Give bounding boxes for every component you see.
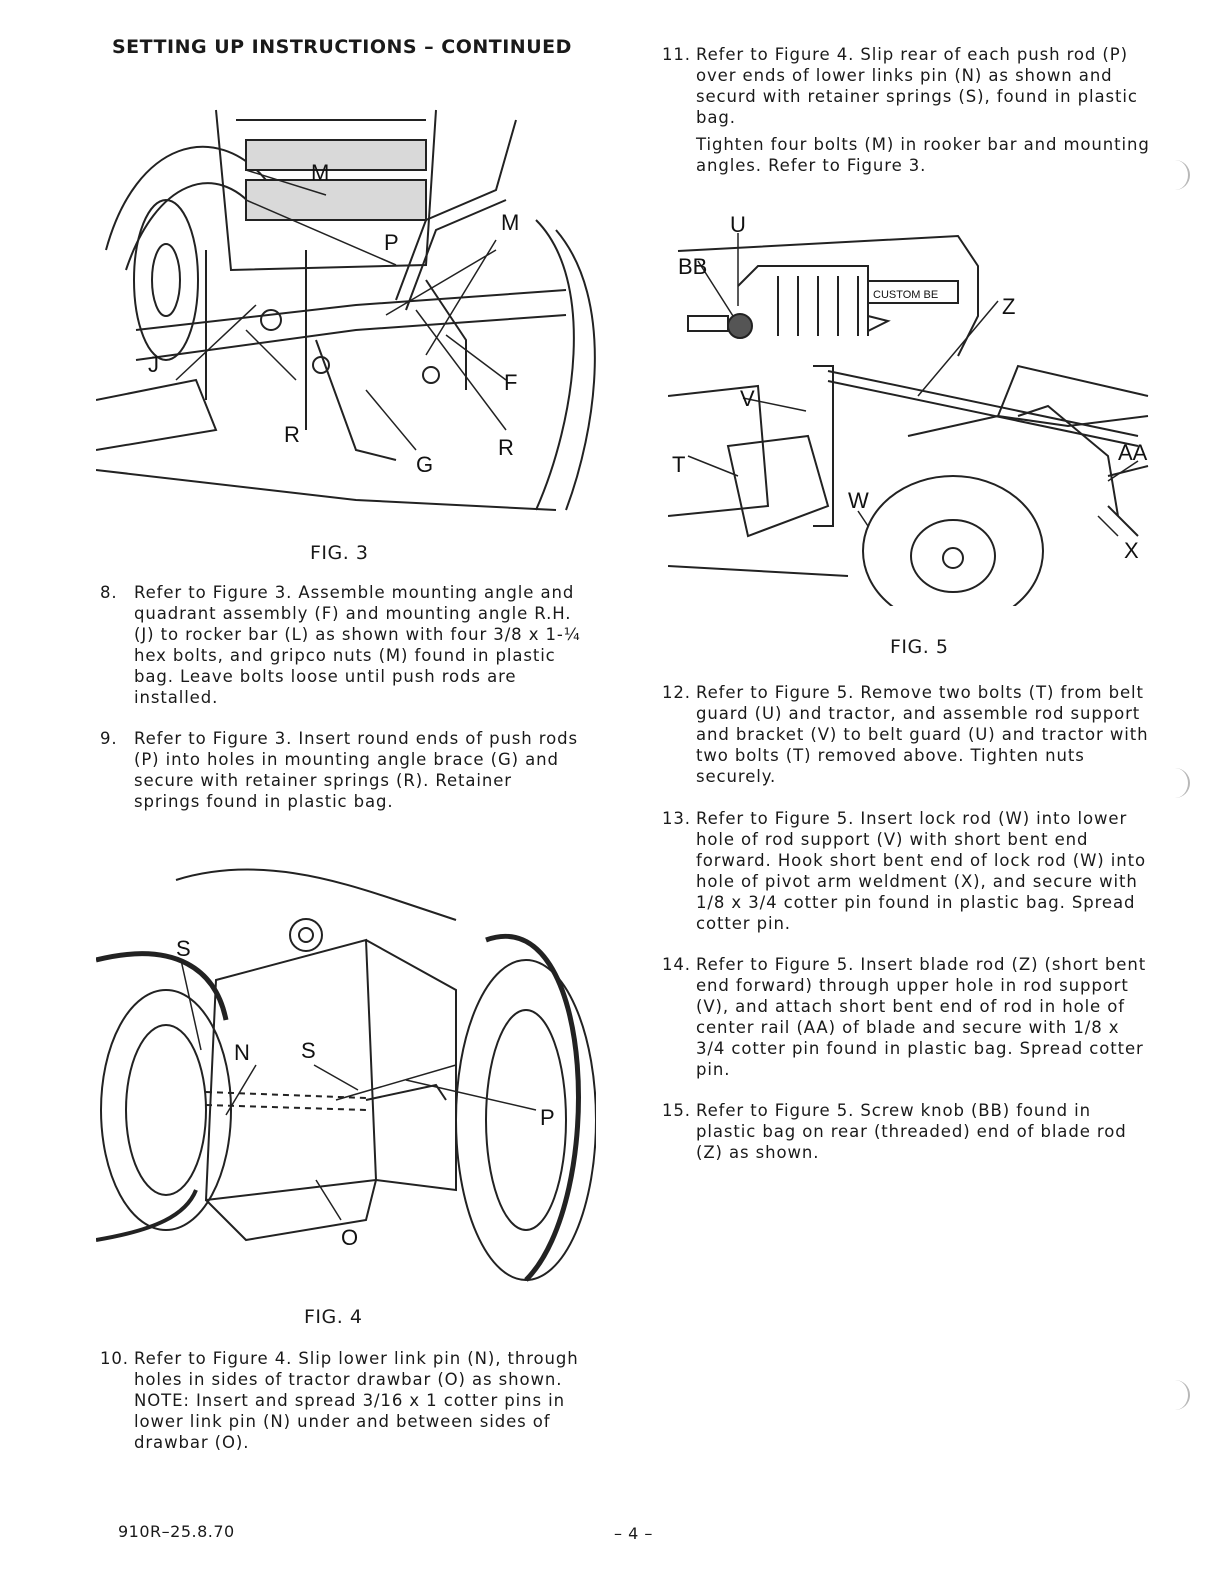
- step-9: [100, 728, 584, 818]
- fig4-callout-o: O: [341, 1225, 359, 1250]
- figure-3-caption: FIG. 3: [310, 542, 369, 564]
- fig3-callout-m1: M: [311, 160, 330, 185]
- step-text: Refer to Figure 5. Insert lock rod (W) into lower hole of rod support (V) with short bent end forward. Hook short bent end of lock rod (W) into hole of pivot arm weldment (X), and secure with 1/8 x 3/4 cotter pin found in plastic bag. Spread cotter pin.: [696, 809, 1146, 933]
- step-number: 10.: [100, 1349, 129, 1368]
- step-text: Refer to Figure 4. Slip lower link pin (N), through holes in sides of tractor drawbar (O) as shown. NOTE: Insert and spread 3/16 x 1 cotter pins in lower link pin (N) under and between sides of drawbar (O).: [134, 1349, 579, 1452]
- figure-4-drawing: [96, 860, 596, 1290]
- step-10: [100, 1348, 584, 1458]
- fig3-callout-g: G: [416, 452, 434, 477]
- step-15: [662, 1100, 1150, 1170]
- fig5-callout-x: X: [1124, 538, 1139, 563]
- figure-4-caption: FIG. 4: [304, 1306, 363, 1328]
- fig3-callout-p: P: [384, 230, 399, 255]
- fig5-callout-z: Z: [1002, 294, 1016, 319]
- step-text: Refer to Figure 3. Assemble mounting angle and quadrant assembly (F) and mounting angle R.H. (J) to rocker bar (L) as shown with four 3/8 x 1-¼ hex bolts, and gripco nuts (M) found in plastic bag. Leave bolts loose until push rods are installed.: [134, 583, 581, 707]
- fig3-callout-j: J: [148, 352, 159, 377]
- step-8: [100, 582, 584, 712]
- step-number: 8.: [100, 583, 118, 602]
- binder-hole-mark: [1160, 160, 1190, 190]
- fig4-callout-s1: S: [176, 936, 191, 961]
- figure-5-illustration: [668, 206, 1164, 606]
- fig4-callout-s2: S: [301, 1038, 316, 1063]
- step-number: 13.: [662, 809, 691, 828]
- fig3-callout-f: F: [504, 370, 518, 395]
- binder-hole-mark: [1160, 1380, 1190, 1410]
- figure-5-drawing: [668, 206, 1164, 606]
- fig5-callout-u: U: [730, 212, 746, 237]
- fig3-callout-m2: M: [501, 210, 520, 235]
- step-number: 14.: [662, 955, 691, 974]
- fig4-callout-n: N: [234, 1040, 250, 1065]
- figure-4-illustration: [96, 860, 596, 1290]
- step-number: 11.: [662, 45, 691, 64]
- step-text: Refer to Figure 5. Remove two bolts (T) from belt guard (U) and tractor, and assemble rod support and bracket (V) to belt guard (U) and tractor with two bolts (T) removed above. Tighten nuts securely.: [696, 683, 1149, 786]
- document-code: 910R–25.8.70: [118, 1522, 235, 1541]
- fig5-badge-text: CUSTOM BE: [873, 289, 939, 301]
- step-14: [662, 954, 1150, 1084]
- fig3-callout-r1: R: [284, 422, 300, 447]
- step-number: 15.: [662, 1101, 691, 1120]
- page-heading: SETTING UP INSTRUCTIONS – CONTINUED: [112, 36, 572, 58]
- step-11: [662, 44, 1150, 180]
- fig5-callout-v: V: [740, 386, 755, 411]
- fig3-callout-r2: R: [498, 435, 514, 460]
- figure-5-caption: FIG. 5: [890, 636, 949, 658]
- fig5-callout-w: W: [848, 488, 869, 513]
- binder-hole-mark: [1160, 768, 1190, 798]
- step-12: [662, 682, 1150, 792]
- figure-3-drawing: [96, 100, 596, 520]
- step-number: 12.: [662, 683, 691, 702]
- step-text: Refer to Figure 3. Insert round ends of push rods (P) into holes in mounting angle brace (G) and secure with retainer springs (R). Retainer springs found in plastic bag.: [134, 729, 578, 811]
- page-number: – 4 –: [614, 1524, 653, 1543]
- step-13: [662, 808, 1150, 938]
- step-text: Tighten four bolts (M) in rooker bar and mounting angles. Refer to Figure 3.: [696, 135, 1150, 175]
- step-text: Refer to Figure 4. Slip rear of each push rod (P) over ends of lower links pin (N) as shown and securd with retainer springs (S), found in plastic bag.: [696, 45, 1138, 127]
- fig5-callout-aa: AA: [1118, 440, 1148, 465]
- step-number: 9.: [100, 729, 118, 748]
- figure-3-illustration: [96, 100, 596, 520]
- fig5-callout-bb: BB: [678, 254, 708, 279]
- step-text: Refer to Figure 5. Insert blade rod (Z) (short bent end forward) through upper hole in rod support (V), and attach short bent end of rod in hole of center rail (AA) of blade and secure with 1/8 x 3/4 cotter pin found in plastic bag. Spread cotter pin.: [696, 955, 1147, 1079]
- fig5-callout-t: T: [672, 452, 686, 477]
- fig4-callout-p: P: [540, 1105, 555, 1130]
- step-text: Refer to Figure 5. Screw knob (BB) found in plastic bag on rear (threaded) end of blade rod (Z) as shown.: [696, 1101, 1127, 1162]
